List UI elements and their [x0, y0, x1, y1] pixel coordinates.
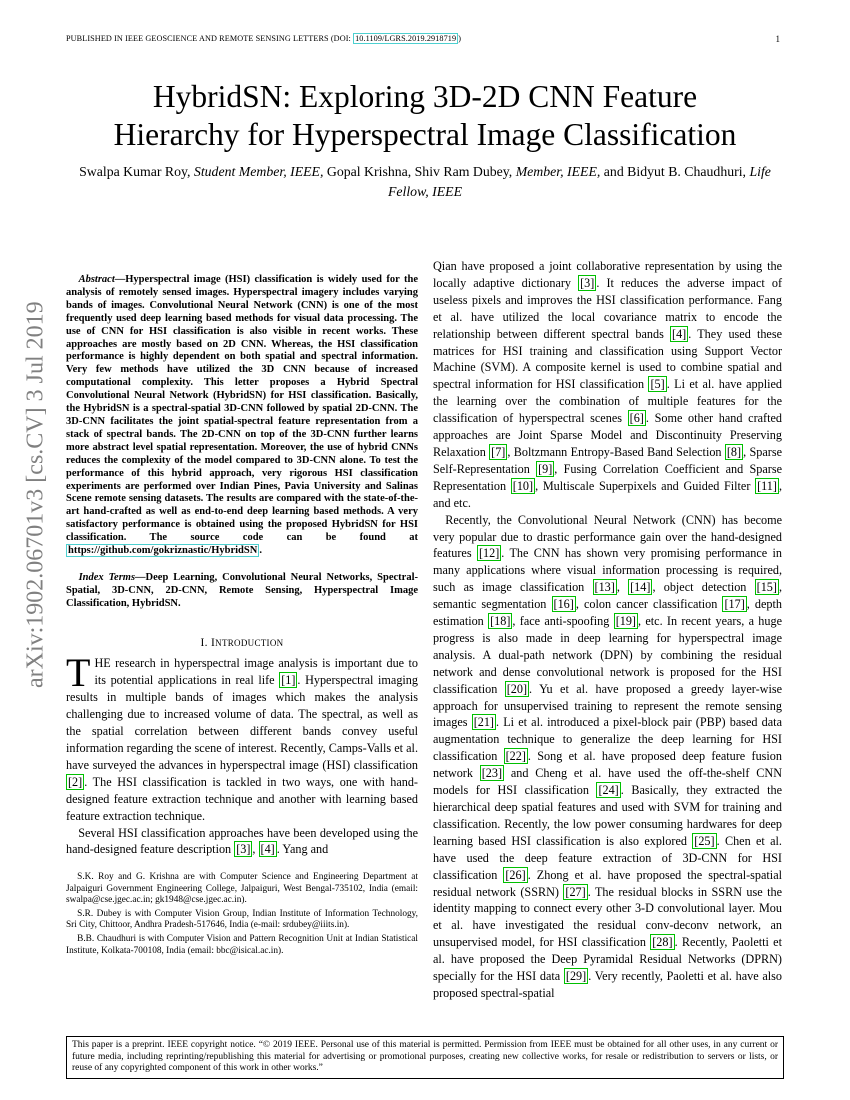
- citation-link[interactable]: [25]: [694, 833, 715, 848]
- citation-link[interactable]: [8]: [726, 444, 742, 459]
- paragraph-text: , etc. In recent years, a huge progress is also made in deep learning for hyperspectral image analysis. A dual-path network (DPN) by combining the residual network and dense convolutional network is proposed for the HSI classification: [433, 614, 782, 696]
- paragraph-text: Recently, the Convolutional Neural Network (CNN) has become very popular due to drastic performance gain over the hand-designed features: [433, 512, 782, 561]
- author-1: Swalpa Kumar Roy,: [79, 164, 194, 179]
- paragraph-text: . They used these matrices for HSI training and classification using Support Vector Machine (SVM). A composite kernel is used to combine spatial and spectral information for HSI classification: [433, 326, 782, 392]
- section-cap: I: [211, 636, 216, 649]
- paper-title: [40, 78, 810, 154]
- citation-link[interactable]: [6]: [629, 411, 644, 426]
- right-column: [433, 258, 782, 1002]
- intro-p2-a: Several HSI classification approaches have been developed using the hand-designed feature description: [66, 825, 418, 857]
- section-heading-introduction: [66, 635, 418, 652]
- title-line-2: Hierarchy for Hyperspectral Image Classification: [113, 117, 737, 152]
- author-3-role: Life Fellow, IEEE: [387, 164, 771, 199]
- paragraph-text: , Sparse Self-Representation: [433, 444, 782, 476]
- paragraph-text: . Basically, they extracted the hierarchical deep spatial features and used with SVM for training and classification. Recently, the low power consuming hardwares for deep learning based HSI classification is also explored: [433, 783, 783, 848]
- right-paragraph-1: [433, 258, 782, 512]
- citation-link[interactable]: [26]: [505, 867, 526, 882]
- citation-link[interactable]: [7]: [491, 444, 506, 459]
- paragraph-text: and Cheng et al. have used the off-the-shelf CNN models for HSI classification: [433, 766, 782, 798]
- citation-link[interactable]: [12]: [478, 546, 500, 561]
- abstract-label: Abstract: [78, 274, 115, 285]
- citation-link[interactable]: [28]: [652, 935, 673, 950]
- citation-link[interactable]: [5]: [650, 377, 665, 392]
- paragraph-text: . The residual blocks in SSRN use the identity mapping to connect every other 3-D convolutional layer. Mou et al. have investigated the residual conv-deconv network, an unsupervised model, for HSI classification: [433, 884, 782, 950]
- running-head-close: ): [458, 34, 462, 43]
- paragraph-text: , object detection: [652, 580, 755, 595]
- citation-link[interactable]: [11]: [757, 478, 777, 493]
- paragraph-text: , Fusing Correlation Coefficient and Sparse Representation: [433, 461, 782, 493]
- intro-p1-b: . Hyperspectral imaging results in multiple bands of images which makes the analysis challenging due to increased volume of data. The spectral, as well as the spatial correlation between different bands convey useful information regarding the scene of interest. Recently, Camps-Valls et al. have surveyed the advances in hyperspectral image (HSI) classification: [66, 673, 418, 772]
- paragraph-text: . The CNN has shown very promising performance in many applications where visual information processing is required, such as image classification: [433, 546, 782, 595]
- paragraph-text: . Very recently, Paoletti et al. have also proposed spectral-spatial: [433, 969, 782, 1000]
- citation-link[interactable]: [22]: [505, 749, 526, 764]
- citation-link[interactable]: [16]: [553, 597, 574, 612]
- paragraph-text: . Li et al. introduced a pixel-block pair (PBP) based data augmentation technique to generalize the deep learning for HSI classification: [433, 715, 782, 764]
- paragraph-text: . Yu et al. have proposed a greedy layer-wise approach for unsupervised training to represent the remote sensing images: [433, 681, 782, 730]
- intro-paragraph-2: [66, 825, 418, 859]
- drop-cap: T: [66, 650, 91, 696]
- citation-link[interactable]: [24]: [598, 783, 619, 798]
- abstract-end: .: [259, 545, 262, 557]
- abstract-text: —Hyperspectral image (HSI) classification is widely used for the analysis of remotely sensed images. Hyperspectral imagery includes varying bands of images. Convolutional Neural Network (CNN) is one of the most frequently used deep learning based methods for visual data processing. The use of CNN for HSI classification is also visible in recent works. These approaches are mostly based on 2D CNN. Whereas, the HSI classification performance is highly dependent on both spatial and spectral information. Very few methods have utilized the 3D CNN because of increased computational complexity. This letter proposes a Hybrid Spectral Convolutional Neural Network (HybridSN) for HSI classification. Basically, the HybridSN is a spectral-spatial 3D-CNN followed by spatial 2D-CNN. The 3D-CNN facilitates the joint spatial-spectral feature representation from a stack of spectral bands. The 2D-CNN on top of the 3D-CNN further learns more abstract level spatial representation. Moreover, the use of hybrid CNNs reduces the complexity of the model compared to 3D-CNN alone. To test the performance of this hybrid approach, very rigorous HSI classification experiments are performed over Indian Pines, Pavia University and Salinas Scene remote sensing datasets. The results are compared with the state-of-the-art hand-crafted as well as end-to-end deep learning based methods. A very satisfactory performance is obtained using the proposed HybridSN for HSI classification. The source code can be found at: [66, 274, 418, 544]
- footnote-2: S.R. Dubey is with Computer Vision Group, Indian Institute of Information Technology, Sri City, Chittoor, Andhra Pradesh-517646, India (e-mail: srdubey@iiits.in).: [66, 908, 418, 931]
- intro-paragraph-1: [66, 650, 418, 824]
- paragraph-text: , semantic segmentation: [433, 580, 782, 612]
- citation-link[interactable]: [9]: [538, 461, 553, 476]
- intro-p2-c: . Yang and: [276, 842, 329, 857]
- authors-2: Gopal Krishna, Shiv Ram Dubey,: [323, 164, 516, 179]
- citation-link[interactable]: [15]: [756, 580, 777, 595]
- footnote-1: S.K. Roy and G. Krishna are with Computer Science and Engineering Department at Jalpaiguri Government Engineering College, Jalpaiguri, West Bengal-735102, India (email: swalpa@cse.jgec.ac.in; gk1948@cse.jgec.ac.in).: [66, 872, 418, 905]
- author-1-role: Student Member, IEEE,: [193, 164, 324, 179]
- author-2-role: Member, IEEE,: [515, 164, 601, 179]
- author-list: [60, 162, 790, 202]
- citation-link[interactable]: [18]: [490, 614, 511, 629]
- section-rest: NTRODUCTION: [215, 637, 284, 648]
- index-terms-label: Index Terms: [78, 571, 136, 583]
- right-paragraph-2: [433, 512, 782, 1002]
- title-line-1: HybridSN: Exploring 3D-2D CNN Feature: [152, 79, 698, 114]
- citation-link[interactable]: [4]: [672, 326, 687, 341]
- paragraph-text: . It reduces the adverse impact of useless pixels and improves the HSI classification performance. Fang et al. have utilized the local covariance matrix to encode the relationship between different spectral bands: [433, 275, 782, 341]
- intro-p2-b: ,: [252, 842, 259, 857]
- citation-link[interactable]: [4]: [260, 842, 275, 857]
- paragraph-text: , Boltzmann Entropy-Based Band Selection: [507, 444, 725, 459]
- citation-link[interactable]: [13]: [594, 580, 615, 595]
- doi-link[interactable]: 10.1109/LGRS.2019.2918719: [355, 34, 457, 43]
- paragraph-text: . Zhong et al. have proposed the spectral-spatial residual network (SSRN): [433, 867, 782, 899]
- running-head-text: PUBLISHED IN IEEE GEOSCIENCE AND REMOTE SENSING LETTERS (DOI:: [66, 34, 354, 43]
- paragraph-text: . Chen et al. have used the deep feature extraction of 3D-CNN for HSI classification: [433, 833, 782, 882]
- citation-link[interactable]: [20]: [506, 681, 528, 696]
- paragraph-text: , and etc.: [433, 478, 782, 510]
- footnote-3: B.B. Chaudhuri is with Computer Vision and Pattern Recognition Unit at Indian Statistical Institute, Kolkata-700108, India (email: bbc@isical.ac.in).: [66, 934, 418, 956]
- paragraph-text: . Song et al. have proposed deep feature fusion network: [433, 749, 782, 781]
- citation-link[interactable]: [17]: [724, 597, 745, 612]
- citation-link[interactable]: [3]: [236, 842, 251, 857]
- citation-link[interactable]: [19]: [615, 614, 636, 629]
- index-terms: [66, 572, 418, 611]
- paragraph-text: , Multiscale Superpixels and Guided Filter: [535, 478, 756, 493]
- citation-link[interactable]: [2]: [68, 774, 83, 789]
- citation-link[interactable]: [14]: [630, 580, 651, 595]
- paragraph-text: , colon cancer classification: [575, 597, 723, 612]
- intro-p1-a: HE research in hyperspectral image analysis is important due to its potential applications in real life: [94, 656, 418, 688]
- paragraph-text: ,: [616, 580, 629, 595]
- copyright-notice: This paper is a preprint. IEEE copyright notice. “© 2019 IEEE. Personal use of this material is permitted. Permission from IEEE must be obtained for all other uses, in any current or future media, including reprinting/republishing this material for advertising or promotional purposes, creating new collective works, for resale or redistribution to servers or lists, or reuse of any copyrighted component of this work in other works.”: [66, 1036, 784, 1079]
- citation-link[interactable]: [23]: [481, 766, 503, 781]
- citation-link[interactable]: [27]: [565, 884, 586, 899]
- arxiv-stamp: arXiv:1902.06701v3 [cs.CV] 3 Jul 2019: [22, 301, 49, 689]
- intro-p1-c: . The HSI classification is tackled in two ways, one with hand-designed feature extraction technique and another with learning based feature extraction technique.: [66, 774, 418, 823]
- section-numeral: I.: [200, 636, 212, 649]
- paragraph-text: . Some other hand crafted approaches are Joint Sparse Model and Discontinuity Preserving Relaxation: [433, 411, 782, 459]
- paragraph-text: . Li et al. have applied the learning over the combination of multiple features for the classification of hyperspectral scenes: [433, 377, 782, 426]
- citation-link[interactable]: [10]: [512, 478, 534, 493]
- author-footnotes: [66, 872, 418, 956]
- authors-3: and Bidyut B. Chaudhuri,: [600, 164, 750, 179]
- page-number: 1: [775, 34, 780, 44]
- citation-link[interactable]: [21]: [473, 715, 494, 730]
- citation-link[interactable]: [1]: [281, 673, 296, 688]
- paragraph-text: . Recently, Paoletti et al. have proposed the Deep Pyramidal Residual Networks (DPRN) specially for the HSI data: [433, 935, 782, 984]
- index-terms-text: —Deep Learning, Convolutional Neural Networks, Spectral-Spatial, 3D-CNN, 2D-CNN, Remote Sensing, Hyperspectral Image Classification, HybridSN.: [66, 571, 418, 609]
- paragraph-text: Qian have proposed a joint collaborative representation by using the locally adaptive dictionary: [433, 259, 782, 290]
- abstract: [66, 274, 418, 558]
- citation-link[interactable]: [29]: [565, 969, 587, 984]
- paragraph-text: , depth estimation: [433, 597, 782, 629]
- left-column: [66, 268, 418, 960]
- running-head: [66, 34, 461, 43]
- citation-link[interactable]: [3]: [580, 275, 595, 290]
- paragraph-text: , face anti-spoofing: [512, 614, 614, 629]
- source-code-link[interactable]: https://github.com/gokriznastic/HybridSN: [68, 545, 258, 557]
